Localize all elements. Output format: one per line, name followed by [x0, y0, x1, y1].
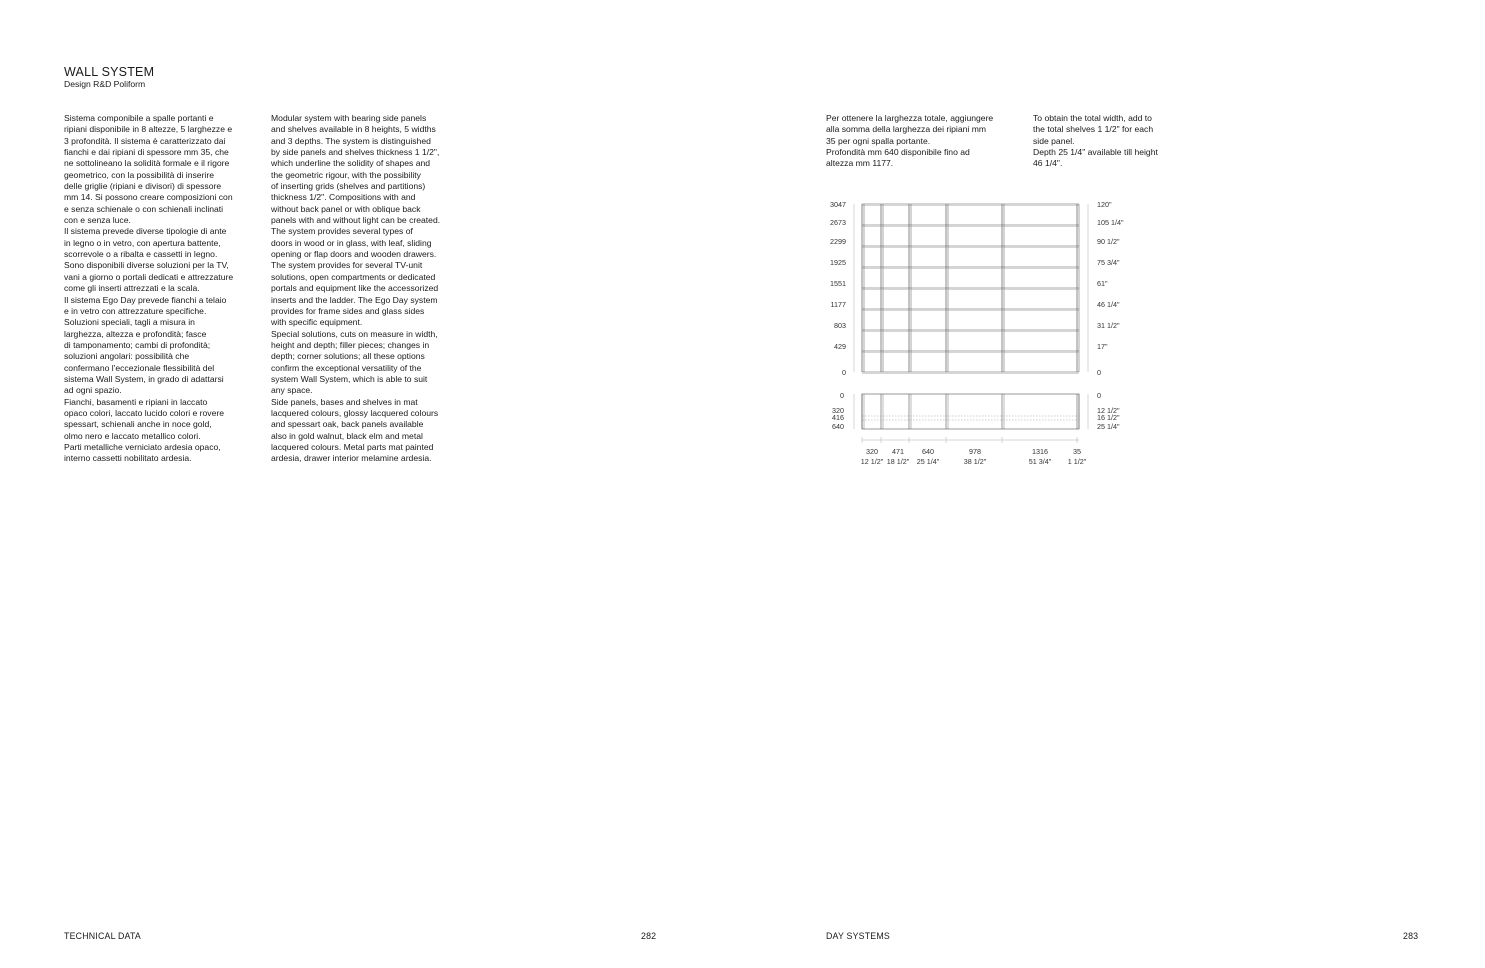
description-english: Modular system with bearing side panels and shelves available in 8 heights, 5 widths and 3 depths. The system is distinguished by side panels and shelves thickness 1 1/2", which underline the solidity of shapes and the geometric rigour, with the possibility of inserting grids (shelves and partitions) thickness 1/2". Compositions with and without back panel or with oblique back panels with and without light can be created. The system provides several types of doors in wood or in glass, with leaf, sliding opening or flap doors and wooden drawers. The system provides for several TV-unit solutions, open compartments or dedicated portals and equipment like the accessorized inserts and the ladder. The Ego Day system provides for frame sides and glass sides with specific equipment. Special solutions, cuts on measure in width, height and depth; filler pieces; changes in depth; corner solutions; all these options confirm the exceptional versatility of the system Wall System, which is able to suit any space. Side panels, bases and shelves in mat lacquered colours, glossy lacquered colours and spessart oak, back panels available also in gold walnut, black elm and metal lacquered colours. Metal parts mat painted ardesia, drawer interior melamine ardesia. [271, 113, 441, 464]
height-inch-label: 46 1/4" [1097, 300, 1120, 309]
height-mm-label: 1551 [830, 279, 846, 288]
width-inch-label: 1 1/2" [1067, 457, 1087, 466]
width-mm-label: 320 [866, 447, 878, 456]
dimension-lines [854, 204, 1088, 443]
wall-system-technical-drawing [812, 194, 1152, 474]
width-inch-label: 12 1/2" [860, 457, 884, 466]
height-mm-label: 429 [834, 342, 846, 351]
height-inch-label: 31 1/2" [1097, 321, 1120, 330]
depth-inch-label: 12 1/2" [1097, 406, 1120, 415]
height-mm-label: 1925 [830, 258, 846, 267]
width-mm-label: 35 [1073, 447, 1081, 456]
width-mm-label: 471 [892, 447, 904, 456]
depth-inch-label: 16 1/2" [1097, 413, 1120, 422]
height-inch-label: 17" [1097, 342, 1108, 351]
footer-section-label-left: TECHNICAL DATA [64, 931, 141, 941]
height-mm-label: 2299 [830, 237, 846, 246]
width-inch-label: 38 1/2" [963, 457, 987, 466]
depth-mm-label: 640 [832, 422, 844, 431]
height-inch-label: 90 1/2" [1097, 237, 1120, 246]
height-mm-label: 1177 [830, 300, 846, 309]
depth-mm-label: 416 [832, 413, 844, 422]
width-mm-label: 640 [922, 447, 934, 456]
page-number-right: 283 [1403, 931, 1419, 941]
height-mm-label: 0 [842, 368, 846, 377]
plan-view-drawing [862, 394, 1079, 429]
section-title: WALL SYSTEM [64, 65, 155, 79]
depth-inch-label: 0 [1097, 391, 1101, 400]
width-mm-label: 978 [969, 447, 981, 456]
designer-credit: Design R&D Poliform [64, 79, 146, 89]
dimension-labels [830, 200, 1124, 466]
height-mm-label: 2673 [830, 218, 846, 227]
height-inch-label: 120" [1097, 200, 1112, 209]
depth-mm-label: 320 [832, 406, 844, 415]
description-italian: Sistema componibile a spalle portanti e ripiani disponibile in 8 altezze, 5 larghezze e 3 profondità. Il sistema è caratterizzato dai fianchi e dai ripiani di spessore mm 35, che ne sottolineano la solidità formale e il rigore geometrico, con la possibilità di inserire delle griglie (ripiani e divisori) di spessore mm 14. Si possono creare composizioni con e senza schienale o con schienali inclinati con e senza luce. Il sistema prevede diverse tipologie di ante in legno o in vetro, con apertura battente, scorrevole o a ribalta e cassetti in legno. Sono disponibili diverse soluzioni per la TV, vani a giorno o portali dedicati e attrezzature come gli inserti attrezzati e la scala. Il sistema Ego Day prevede fianchi a telaio e in vetro con attrezzature specifiche. Soluzioni speciali, tagli a misura in larghezza, altezza e profondità; fasce di tamponamento; cambi di profondità; soluzioni angolari: possibilità che confermano l'eccezionale flessibilità del sistema Wall System, in grado di adattarsi ad ogni spazio. Fianchi, basamenti e ripiani in laccato opaco colori, laccato lucido colori e rovere spessart, schienali anche in noce gold, olmo nero e laccato metallico colori. Parti metalliche verniciato ardesia opaco, interno cassetti nobilitato ardesia. [64, 113, 234, 464]
footer-section-label-right: DAY SYSTEMS [826, 931, 890, 941]
width-inch-label: 25 1/4" [916, 457, 940, 466]
height-mm-label: 3047 [830, 200, 846, 209]
height-inch-label: 105 1/4" [1097, 218, 1124, 227]
front-elevation-drawing [862, 204, 1079, 374]
width-inch-label: 18 1/2" [886, 457, 910, 466]
page-number-left: 282 [641, 931, 657, 941]
plan-outline [862, 394, 1079, 429]
height-inch-label: 61" [1097, 279, 1108, 288]
width-inch-label: 51 3/4" [1028, 457, 1052, 466]
depth-mm-label: 0 [840, 391, 844, 400]
height-inch-label: 0 [1097, 368, 1101, 377]
width-note-english: To obtain the total width, add to the total shelves 1 1/2" for each side panel. Depth 25 1/4" available till height 46 1/4". [1033, 113, 1158, 169]
depth-inch-label: 25 1/4" [1097, 422, 1120, 431]
height-inch-label: 75 3/4" [1097, 258, 1120, 267]
height-mm-label: 803 [834, 321, 846, 330]
width-note-italian: Per ottenere la larghezza totale, aggiungere alla somma della larghezza dei ripiani mm 35 per ogni spalla portante. Profondità mm 640 disponibile fino ad altezza mm 1177. [826, 113, 994, 169]
width-mm-label: 1316 [1032, 447, 1048, 456]
